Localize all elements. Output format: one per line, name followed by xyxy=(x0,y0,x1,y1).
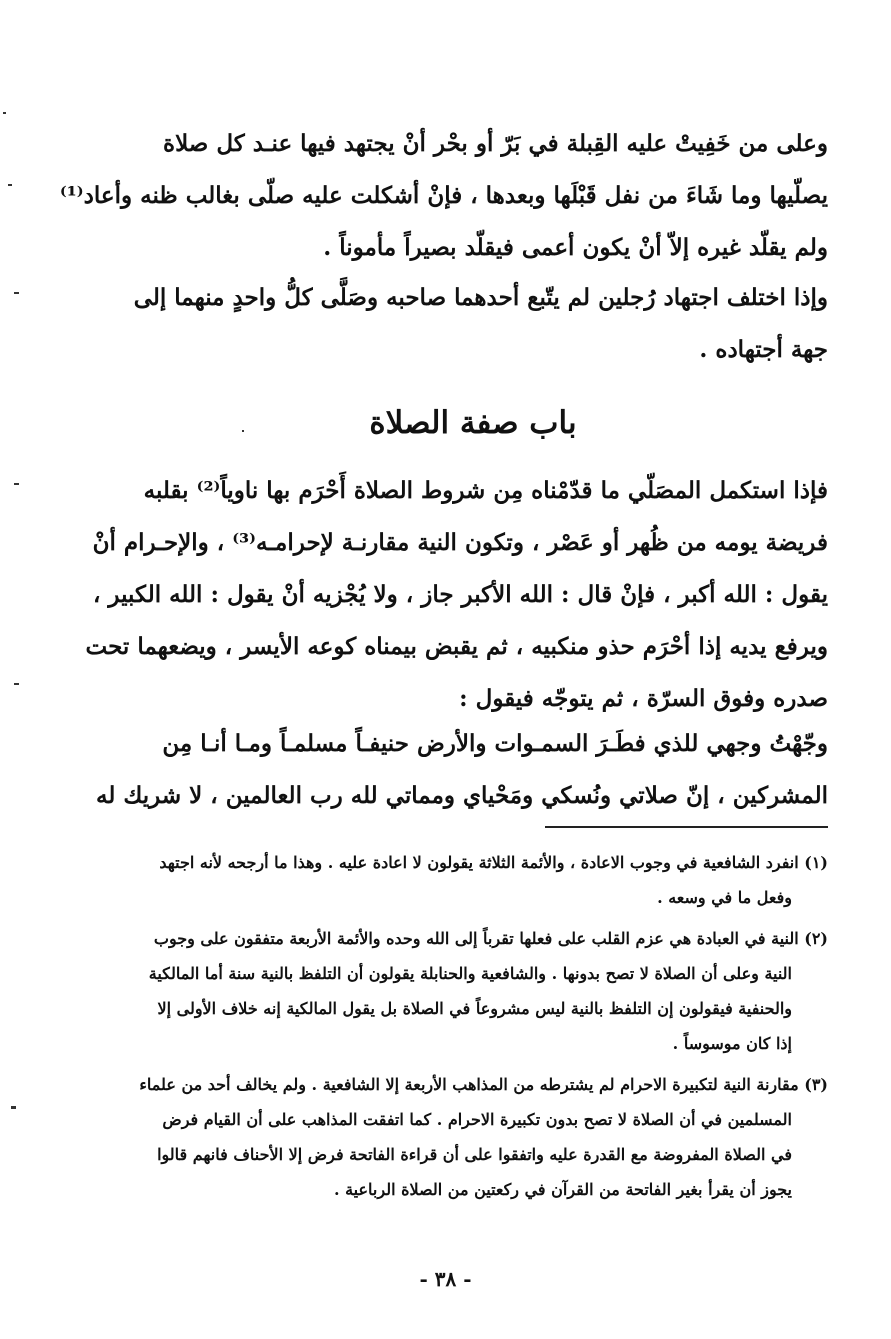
footnote-line: المسلمين في أن الصلاة لا تصح بدون تكبيرة الاحرام . كما اتفقت المذاهب على أن القيام فرض xyxy=(162,1110,792,1129)
scan-speck xyxy=(14,292,19,294)
text-line: المشركين ، إنّ صلاتي ونُسكي ومَحْياي ومماتي لله رب العالمين ، لا شريك له xyxy=(96,782,828,809)
footnote-line: (٢) النية في العبادة هي عزم القلب على فعلها تقرباً إلى الله وحده والأئمة الأربعة متفقون على وجوب xyxy=(153,929,828,948)
footnote-line: في الصلاة المفروضة مع القدرة عليه واتفقوا على أن قراءة الفاتحة فرض إلا الأحناف فانهم قالوا xyxy=(157,1145,792,1164)
footnote-line: النية وعلى أن الصلاة لا تصح بدونها . والشافعية والحنابلة يقولون أن التلفظ بالنية سنة أما المالكية xyxy=(148,964,792,983)
scan-speck xyxy=(11,1106,16,1109)
scan-speck xyxy=(8,184,12,186)
section-heading: باب صفة الصلاة xyxy=(369,405,577,441)
body-paragraph xyxy=(59,118,828,274)
text-line: جهة أجتهاده . xyxy=(699,336,828,363)
scan-speck xyxy=(3,112,6,114)
text-line: يصلّيها وما شَاءَ من نفل قَبْلَها وبعدها ، فإنْ أشكلت عليه صلّى بغالب ظنه وأعاد⁽¹⁾ xyxy=(59,182,828,209)
text-line: وجّهْتُ وجهي للذي فطَـرَ السمـوات والأرض حنيفـاً مسلمـاً ومـا أنـا مِن xyxy=(162,730,828,757)
page-number: - ٣٨ - xyxy=(419,1267,472,1291)
footnote-line: يجوز أن يقرأ بغير الفاتحة من القرآن في ركعتين من الصلاة الرباعية . xyxy=(333,1180,792,1199)
footnote-1 xyxy=(112,845,828,915)
scan-speck xyxy=(14,483,19,485)
footnote-divider xyxy=(545,826,828,828)
footnote-line: (١) انفرد الشافعية في وجوب الاعادة ، والأئمة الثلاثة يقولون لا اعادة عليه . وهذا ما أرجحه لأنه اجتهد xyxy=(159,853,828,872)
text-line: يقول : الله أكبر ، فإنْ قال : الله الأكبر جاز ، ولا يُجْزيه أنْ يقول : الله الكبير ، xyxy=(92,581,828,608)
text-line: ويرفع يديه إذا أحْرَم حذو منكبيه ، ثم يقبض بيمناه كوعه الأيسر ، ويضعهما تحت xyxy=(85,633,828,660)
footnote-line: إذا كان موسوساً . xyxy=(672,1034,792,1053)
footnote-line: وفعل ما في وسعه . xyxy=(657,888,792,907)
footnote-line: (٣) مقارنة النية لتكبيرة الاحرام لم يشترطه من المذاهب الأربعة إلا الشافعية . ولم يخالف أحد من علماء xyxy=(139,1075,828,1094)
text-line: فريضة يومه من ظُهر أو عَصْر ، وتكون النية مقارنـة لإحرامـه⁽³⁾ ، والإحـرام أنْ xyxy=(92,529,828,556)
body-paragraph xyxy=(85,465,828,725)
footnote-3 xyxy=(112,1067,828,1207)
text-line: فإذا استكمل المصَلّي ما قدّمْناه مِن شروط الصلاة أَحْرَم بها ناوياً⁽²⁾ بقلبه xyxy=(143,477,828,504)
text-line: وإذا اختلف اجتهاد رُجلين لم يتّبع أحدهما صاحبه وصَلَّى كلُّ واحدٍ منهما إلى xyxy=(133,284,828,311)
footnote-line: والحنفية فيقولون إن التلفظ بالنية ليس مشروعاً في الصلاة بل يقول المالكية إنه خلاف الأولى إلا xyxy=(157,999,792,1018)
text-line: ولم يقلّد غيره إلاّ أنْ يكون أعمى فيقلّد بصيراً مأموناً . xyxy=(323,234,828,261)
footnote-2 xyxy=(112,921,828,1061)
scan-speck xyxy=(14,683,19,685)
text-line: صدره وفوق السرّة ، ثم يتوجّه فيقول : xyxy=(459,685,828,712)
body-paragraph xyxy=(96,718,828,822)
text-line: وعلى من خَفِيتْ عليه القِبلة في بَرّ أو بحْر أنْ يجتهد فيها عنـد كل صلاة xyxy=(163,130,828,157)
footnotes xyxy=(112,845,828,1207)
body-paragraph xyxy=(118,272,828,376)
